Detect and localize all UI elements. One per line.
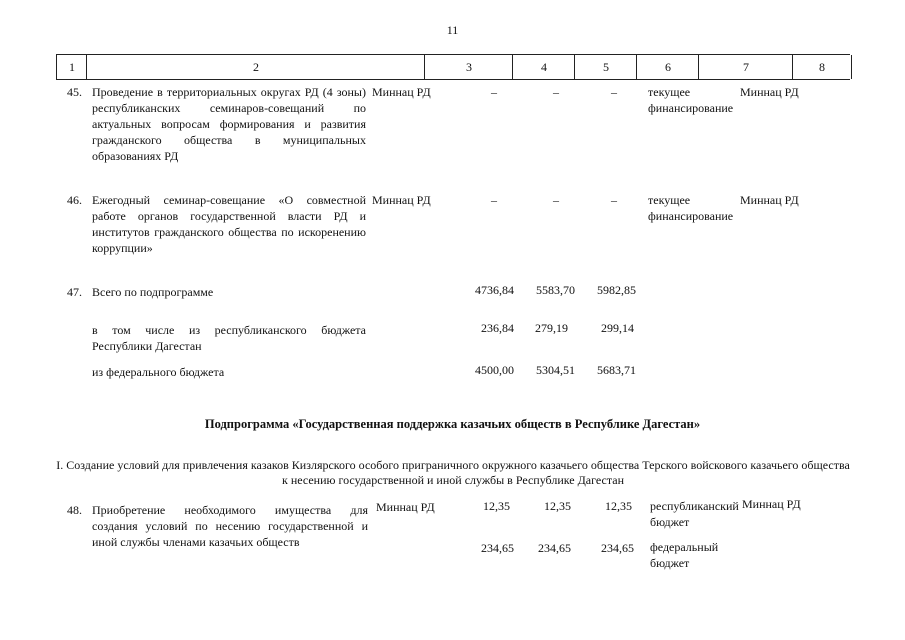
- header-col-7: 7: [698, 55, 793, 79]
- row-description: Приобретение необходимого имущества для создания условий по несению государственной и иной службы членами казачьих обществ: [92, 503, 368, 549]
- row-description: Проведение в территориальных округах РД (4 зоны) республиканских семинаров-совещаний по актуальных вопросам формирования и развития гражданского общества в муниципальных образованиях РД: [92, 85, 366, 163]
- row-value-col6: –: [611, 193, 617, 207]
- row-value-col5: 5304,51: [536, 363, 575, 377]
- row-funding-source: федеральный бюджет: [650, 540, 719, 570]
- row-description: Ежегодный семинар-совещание «О совместной работе органов государственной власти РД и институтов гражданского общества по искоренению коррупции»: [92, 193, 366, 255]
- header-col-2: 2: [86, 55, 425, 79]
- row-responsible: Миннац РД: [740, 85, 799, 99]
- row-value-col5: 12,35: [544, 499, 571, 513]
- row-value-col4: 4500,00: [475, 363, 514, 377]
- row-responsible: Миннац РД: [740, 193, 799, 207]
- row-value-col5: –: [553, 193, 559, 207]
- row-value-col4: 12,35: [483, 499, 510, 513]
- row-description: Всего по подпрограмме: [92, 285, 214, 299]
- page-number: 11: [446, 23, 459, 37]
- table-header-row: [56, 54, 850, 80]
- row-value-col6: 299,14: [601, 321, 634, 335]
- header-col-6: 6: [636, 55, 699, 79]
- row-value-col5: 234,65: [538, 541, 571, 555]
- header-col-4: 4: [512, 55, 575, 79]
- row-value-col5: 279,19: [535, 321, 568, 335]
- row-value-col6: 234,65: [601, 541, 634, 555]
- row-responsible: Миннац РД: [742, 497, 801, 511]
- row-value-col4: 236,84: [481, 321, 514, 335]
- row-number: 48.: [67, 503, 82, 517]
- row-funding-source: текущее финансирование: [648, 193, 734, 223]
- header-col-3: 3: [424, 55, 513, 79]
- row-value-col4: –: [491, 85, 497, 99]
- row-funding-source: республиканский бюджет: [650, 499, 739, 529]
- row-value-col6: 12,35: [605, 499, 632, 513]
- row-description: в том числе из республиканского бюджета Республики Дагестан: [92, 323, 366, 353]
- row-value-col4: 4736,84: [475, 283, 514, 297]
- header-col-1: 1: [56, 55, 87, 79]
- row-number: 45.: [67, 85, 82, 99]
- header-col-5: 5: [574, 55, 637, 79]
- row-number: 47.: [67, 285, 82, 299]
- row-executor: Миннац РД: [376, 500, 435, 514]
- row-description: из федерального бюджета: [92, 365, 225, 379]
- row-value-col5: –: [553, 85, 559, 99]
- row-value-col5: 5583,70: [536, 283, 575, 297]
- subprogram-title: Подпрограмма «Государственная поддержка казачьих обществ в Республике Дагестан»: [204, 417, 701, 431]
- row-funding-source: текущее финансирование: [648, 85, 734, 115]
- row-number: 46.: [67, 193, 82, 207]
- row-executor: Миннац РД: [372, 193, 431, 207]
- header-col-8: 8: [792, 55, 852, 79]
- row-value-col6: 5683,71: [597, 363, 636, 377]
- row-value-col4: –: [491, 193, 497, 207]
- row-executor: Миннац РД: [372, 85, 431, 99]
- row-value-col6: 5982,85: [597, 283, 636, 297]
- row-value-col4: 234,65: [481, 541, 514, 555]
- section-heading: I. Создание условий для привлечения казаков Кизлярского особого приграничного окружного казачьего общества Терского войскового казачьего общества к несению государственной и иной службы в Республике Дагестан: [56, 458, 850, 487]
- row-value-col6: –: [611, 85, 617, 99]
